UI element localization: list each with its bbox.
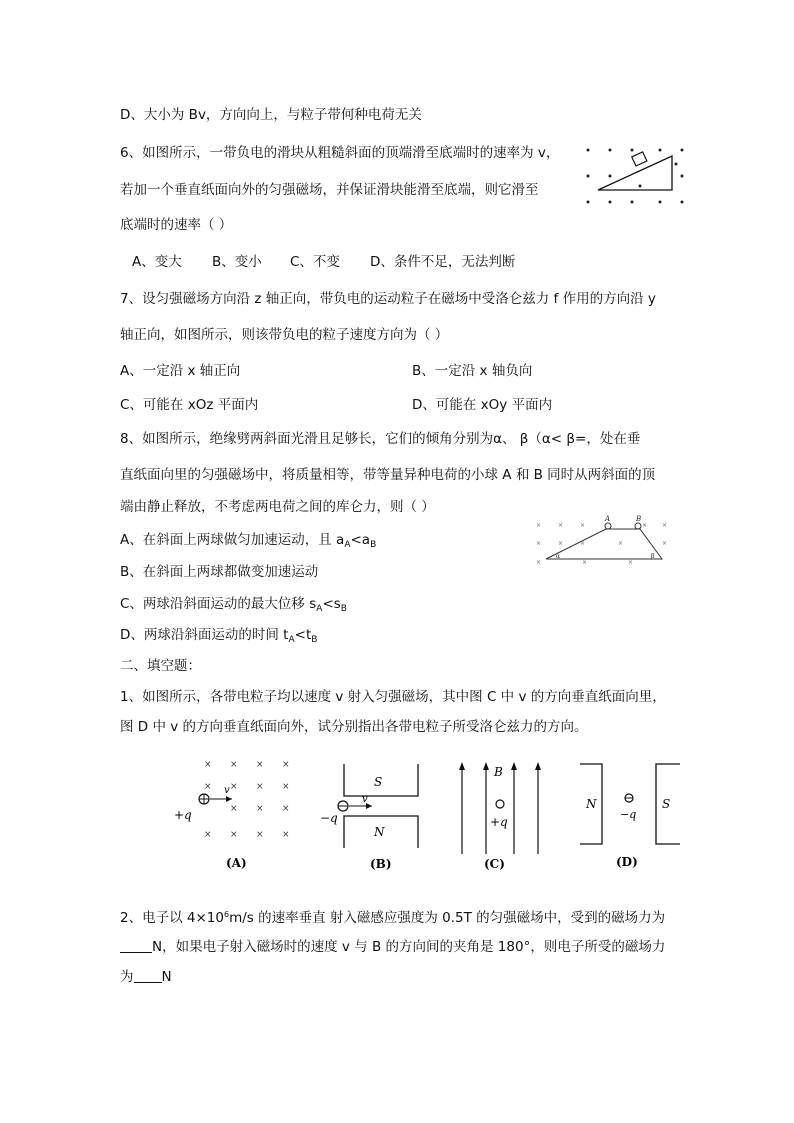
q7-stem-line2: 轴正向，如图所示，则该带负电的粒子速度方向为（ ） — [120, 327, 449, 343]
q8-option-d: D、两球沿斜面运动的时间 $t_A<t_B$ — [120, 627, 318, 645]
fill1-c-b-label: B — [494, 765, 503, 779]
svg-text:×: × — [662, 540, 668, 547]
svg-text:×: × — [230, 760, 238, 770]
q7-stem-line1: 7、设匀强磁场方向沿 z 轴正向，带负电的运动粒子在磁场中受洛仑兹力 f 作用的方向沿 y — [120, 291, 656, 307]
q6-incline-figure — [580, 142, 690, 208]
q8-fig-label-b: B — [636, 515, 642, 523]
q8-wedge-figure — [532, 515, 670, 567]
q8-option-a: A、在斜面上两球做匀加速运动，且 $a_A<a_B$ — [120, 532, 377, 550]
fill1-d-n-label: N — [586, 797, 597, 811]
fill1-d-caption: (D) — [616, 855, 638, 869]
q7-option-d: D、可能在 xOy 平面内 — [412, 397, 553, 413]
q6-option-d: D、条件不足，无法判断 — [370, 254, 516, 270]
svg-text:×: × — [282, 782, 290, 792]
fill2-blank-2[interactable] — [134, 970, 162, 983]
fill2-line3: 为 N — [120, 969, 172, 985]
svg-text:×: × — [230, 782, 238, 792]
q6-stem-line3: 底端时的速率（ ） — [120, 217, 233, 233]
svg-text:×: × — [618, 540, 624, 547]
svg-text:×: × — [628, 559, 634, 566]
q6-stem-line2: 若加一个垂直纸面向外的匀强磁场，并保证滑块能滑至底端，则它滑至 — [120, 182, 539, 198]
svg-text:×: × — [282, 830, 290, 840]
fill2-line2: N，如果电子射入磁场时的速度 v 与 B 的方向间的夹角是 180°，则电子所受的磁场力 — [120, 938, 665, 956]
q5-option-d: D、大小为 Bv，方向向上，与粒子带何种电荷无关 — [120, 107, 422, 123]
fill1-c-caption: (C) — [484, 857, 505, 871]
fill1-d-charge: −q — [620, 808, 637, 821]
svg-text:×: × — [256, 830, 264, 840]
q8-option-c: C、两球沿斜面运动的最大位移 $s_A<s_B$ — [120, 596, 347, 614]
section-fill-title: 二、填空题： — [120, 658, 201, 674]
fill1-b-v-label: v — [362, 794, 368, 805]
fill1-b-charge: −q — [320, 811, 338, 825]
fill1-a-v-label: v — [224, 785, 230, 796]
fill1-figure-d — [578, 762, 688, 874]
fill1-stem-line1: 1、如图所示，各带电粒子均以速度 v 射入匀强磁场，其中图 C 中 v 的方向垂直纸面向里， — [120, 689, 666, 705]
svg-text:×: × — [536, 522, 542, 529]
q7-option-b: B、一定沿 x 轴负向 — [412, 363, 533, 379]
svg-text:×: × — [282, 760, 290, 770]
svg-text:×: × — [662, 522, 668, 529]
fill2-blank-1[interactable] — [120, 940, 152, 953]
svg-text:×: × — [282, 804, 290, 814]
fill1-b-s-label: S — [374, 775, 383, 789]
fill1-stem-line2: 图 D 中 v 的方向垂直纸面向外，试分别指出各带电粒子所受洛仑兹力的方向。 — [120, 719, 588, 735]
svg-text:×: × — [582, 559, 588, 566]
svg-text:×: × — [256, 804, 264, 814]
fill1-c-charge: +q — [490, 815, 508, 829]
q8-option-b: B、在斜面上两球都做变加速运动 — [120, 564, 319, 580]
fill1-figure-c — [450, 760, 550, 874]
fill1-b-caption: (B) — [370, 857, 392, 871]
svg-text:×: × — [256, 760, 264, 770]
q8-fig-label-a: A — [605, 515, 611, 523]
q6-stem-line1: 6、如图所示，一带负电的滑块从粗糙斜面的顶端滑至底端时的速率为 v， — [120, 145, 560, 161]
svg-text:×: × — [558, 540, 564, 547]
svg-text:×: × — [642, 522, 648, 529]
svg-text:×: × — [204, 782, 212, 792]
q6-option-c: C、不变 — [290, 254, 340, 270]
svg-text:×: × — [536, 559, 542, 566]
svg-text:×: × — [230, 804, 238, 814]
q8-stem-line3: 端由静止释放，不考虑两电荷之间的库仑力，则（ ） — [120, 499, 435, 515]
q6-option-b: B、变小 — [212, 254, 262, 270]
fill1-a-caption: (A) — [226, 856, 247, 870]
svg-text:×: × — [256, 782, 264, 792]
svg-text:×: × — [204, 760, 212, 770]
q8-stem-line1: 8、如图所示，绝缘劈两斜面光滑且足够长，它们的倾角分别为α、 β（α< β=，处在垂 — [120, 431, 641, 447]
q7-option-c: C、可能在 xOz 平面内 — [120, 397, 259, 413]
svg-text:×: × — [204, 830, 212, 840]
svg-text:×: × — [536, 540, 542, 547]
svg-text:×: × — [558, 522, 564, 529]
q7-option-a: A、一定沿 x 轴正向 — [120, 363, 241, 379]
fill1-a-charge: +q — [174, 808, 192, 822]
fill1-figure-b — [318, 762, 438, 874]
fill1-d-s-label: S — [662, 797, 671, 811]
q8-stem-line2: 直纸面向里的匀强磁场中，将质量相等，带等量异种电荷的小球 A 和 B 同时从两斜面的顶 — [120, 467, 656, 483]
q8-fig-beta: β — [651, 553, 655, 560]
svg-text:×: × — [580, 540, 586, 547]
fill1-b-n-label: N — [374, 825, 385, 839]
fill1-figure-a — [168, 755, 296, 875]
fill2-line1: 2、电子以 $4\times 10^6m/s$ 的速率垂直 射入磁感应强度为 0.5T 的匀强磁场中，受到的磁场力为 — [120, 910, 666, 926]
svg-text:×: × — [580, 522, 586, 529]
q6-option-a: A、变大 — [132, 254, 182, 270]
q8-fig-alpha: α — [556, 553, 561, 560]
svg-text:×: × — [230, 830, 238, 840]
